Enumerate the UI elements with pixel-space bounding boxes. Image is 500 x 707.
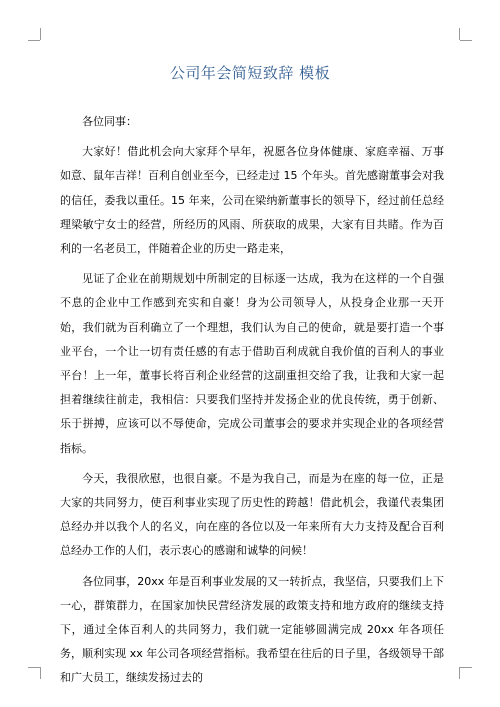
paragraph-4: 各位同事，20xx 年是百利事业发展的又一转折点，我坚信，只要我们上下一心，群策群力，在国家加快民营经济发展的政策支持和地方政府的继续支持下，通过全体百利人的共同努力，我们就一定能够圆满完成 20xx 年各项任务，顺利实现 xx 年公司各项经营指标。我希望在往后的日子里，各级领导干部和广大员工，继续发扬过去的 — [60, 574, 444, 685]
salutation: 各位同事： — [82, 115, 137, 128]
crop-mark-bottom-right-horizontal — [460, 667, 472, 668]
document-body — [60, 110, 444, 691]
paragraph-1: 大家好！借此机会向大家拜个早年，祝愿各位身体健康、家庭幸福、万事如意、鼠年吉祥！百利自创业至今，已经走过 15 个年头。首先感谢董事会对我的信任，委我以重任。15 年来，公司在梁纳新董事长的领导下，经过前任总经理梁敏宁女士的经营，所经历的风雨、所获取的成果，大家有目共睹。作为百利的一名老员工，伴随着企业的历史一路走来， — [60, 145, 444, 256]
crop-mark-bottom-left-vertical — [40, 667, 41, 679]
paragraph-2: 见证了企业在前期规划中所制定的目标逐一达成，我为在这样的一个自强不息的企业中工作感到充实和自豪！身为公司领导人，从投身企业那一天开始，我们就为百利确立了一个理想，我们认为自己的使命，就是要打造一个事业平台，一个让一切有责任感的有志于借助百利成就自我价值的百利人的事业平台！上一年，董事长将百利企业经营的这副重担交给了我，让我和大家一起担着继续往前走，我相信：只要我们坚持并发扬企业的优良传统，勇于创新、乐于拼搏，应该可以不辱使命，完成公司董事会的要求并实现企业的各项经营指标。 — [60, 272, 444, 455]
crop-mark-bottom-left-horizontal — [28, 667, 40, 668]
crop-mark-top-right-vertical — [459, 28, 460, 40]
paragraph-3: 今天，我很欣慰，也很自豪。不是为我自己，而是为在座的每一位，正是大家的共同努力，使百利事业实现了历史性的跨越！借此机会，我谨代表集团总经办并以我个人的名义，向在座的各位以及一年来所有大力支持及配合百利总经办工作的人们，表示衷心的感谢和诚挚的问候！ — [60, 471, 444, 558]
crop-mark-bottom-right-vertical — [459, 667, 460, 679]
crop-mark-top-left-horizontal — [28, 40, 40, 41]
crop-mark-top-right-horizontal — [460, 40, 472, 41]
document-title: 公司年会简短致辞 模板 — [169, 64, 331, 82]
crop-mark-top-left-vertical — [40, 28, 41, 40]
